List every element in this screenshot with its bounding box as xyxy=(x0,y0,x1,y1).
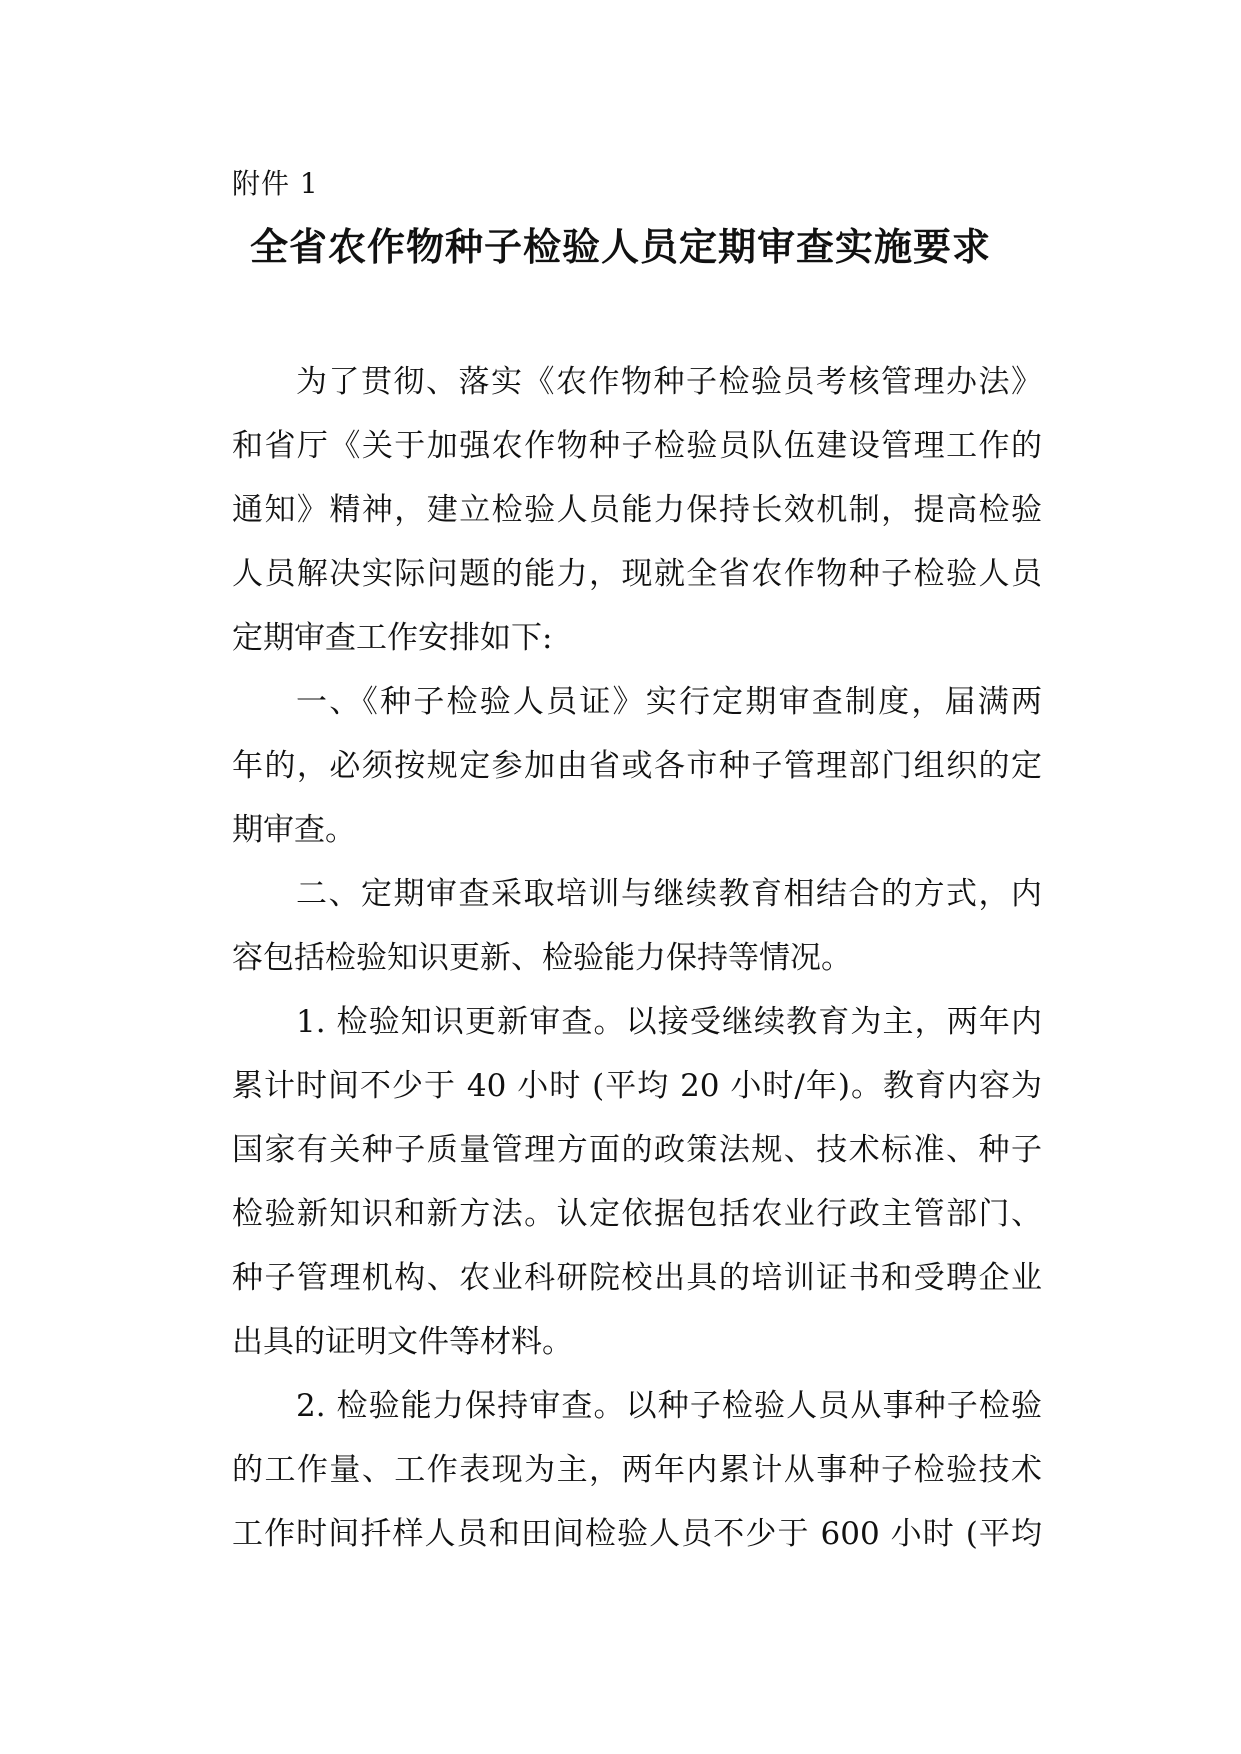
text-line: 的工作量、工作表现为主，两年内累计从事种子检验技术 xyxy=(232,1452,1042,1488)
text-line: 1. 检验知识更新审查。以接受继续教育为主，两年内 xyxy=(296,1004,1042,1040)
attachment-label: 附件 1 xyxy=(232,167,319,200)
text-line: 通知》精神，建立检验人员能力保持长效机制，提高检验 xyxy=(232,492,1042,528)
text-line: 定期审查工作安排如下: xyxy=(232,620,553,656)
text-line: 累计时间不少于 40 小时 (平均 20 小时/年)。教育内容为 xyxy=(232,1068,1042,1104)
text-line: 一、《种子检验人员证》实行定期审查制度，届满两 xyxy=(296,684,1042,720)
text-line: 期审查。 xyxy=(232,812,356,848)
text-line: 2. 检验能力保持审查。以种子检验人员从事种子检验 xyxy=(296,1388,1042,1424)
text-line: 和省厅《关于加强农作物种子检验员队伍建设管理工作的 xyxy=(232,428,1042,464)
text-line: 年的，必须按规定参加由省或各市种子管理部门组织的定 xyxy=(232,748,1042,784)
text-line: 为了贯彻、落实《农作物种子检验员考核管理办法》 xyxy=(296,364,1042,400)
text-line: 二、定期审查采取培训与继续教育相结合的方式，内 xyxy=(296,876,1042,912)
text-line: 工作时间扦样人员和田间检验人员不少于 600 小时 (平均 xyxy=(232,1516,1042,1552)
text-line: 国家有关种子质量管理方面的政策法规、技术标准、种子 xyxy=(232,1132,1042,1168)
text-line: 种子管理机构、农业科研院校出具的培训证书和受聘企业 xyxy=(232,1260,1042,1296)
text-line: 容包括检验知识更新、检验能力保持等情况。 xyxy=(232,940,852,976)
text-line: 出具的证明文件等材料。 xyxy=(232,1324,573,1360)
document-body xyxy=(232,350,1042,1566)
document-title: 全省农作物种子检验人员定期审查实施要求 xyxy=(249,225,991,269)
text-line: 检验新知识和新方法。认定依据包括农业行政主管部门、 xyxy=(232,1196,1042,1232)
text-line: 人员解决实际问题的能力，现就全省农作物种子检验人员 xyxy=(232,556,1042,592)
